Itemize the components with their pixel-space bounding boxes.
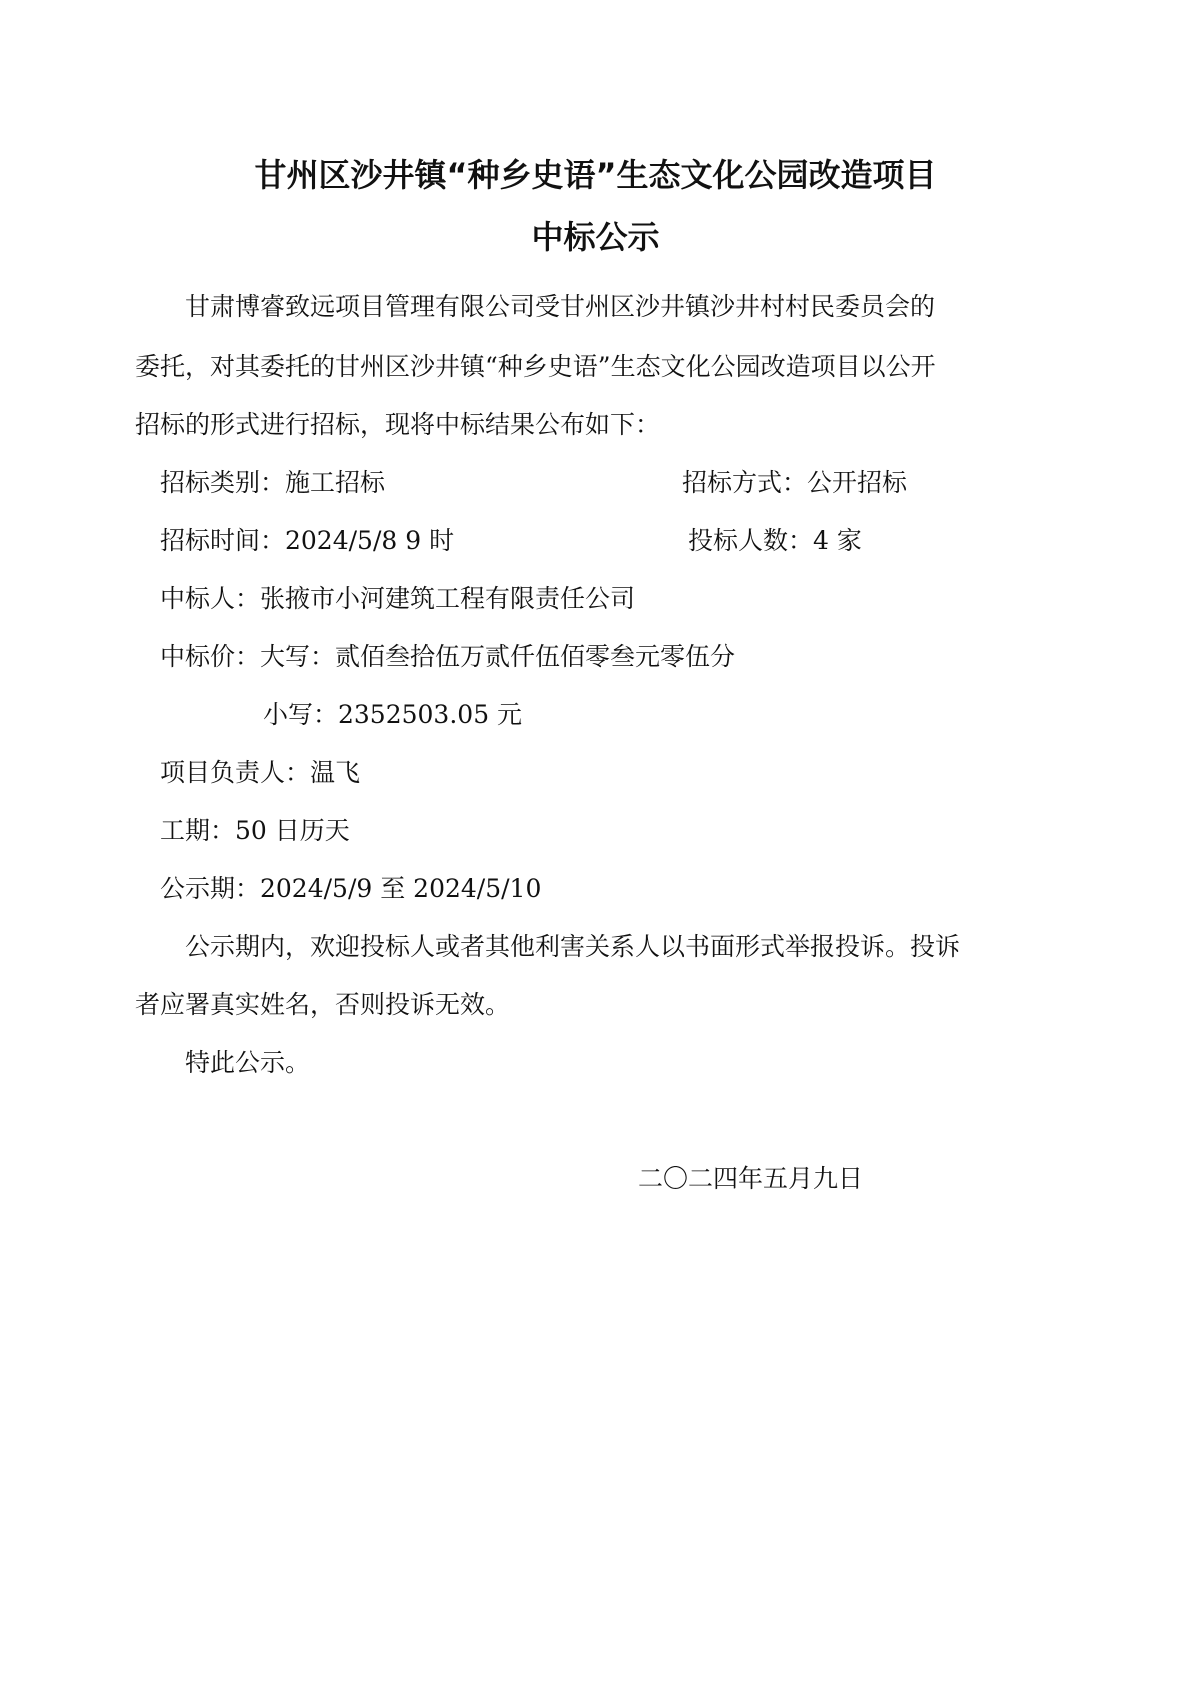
bid-category: 招标类别：施工招标	[160, 468, 386, 497]
construction-duration: 工期：50 日历天	[160, 816, 350, 845]
closing-statement: 特此公示。	[185, 1048, 311, 1077]
bidder-count: 投标人数：4 家	[688, 526, 862, 555]
document-date: 二〇二四年五月九日	[638, 1164, 864, 1193]
intro-line-2: 委托，对其委托的甘州区沙井镇“种乡史语”生态文化公园改造项目以公开	[135, 352, 936, 381]
intro-line-3: 招标的形式进行招标，现将中标结果公布如下：	[135, 410, 661, 439]
bid-time: 招标时间：2024/5/8 9 时	[160, 526, 455, 555]
bid-method: 招标方式：公开招标	[682, 468, 908, 497]
intro-line-1: 甘肃博睿致远项目管理有限公司受甘州区沙井镇沙井村村民委员会的	[185, 292, 936, 321]
document-title: 甘州区沙井镇“种乡史语”生态文化公园改造项目	[254, 156, 937, 194]
complaint-line-1: 公示期内，欢迎投标人或者其他利害关系人以书面形式举报投诉。投诉	[185, 932, 961, 961]
publicity-period: 公示期：2024/5/9 至 2024/5/10	[160, 874, 542, 903]
winning-price-upper: 中标价：大写：贰佰叁拾伍万贰仟伍佰零叁元零伍分	[160, 642, 736, 671]
winning-bidder: 中标人：张掖市小河建筑工程有限责任公司	[160, 584, 636, 613]
winning-price-lower: 小写：2352503.05 元	[263, 700, 523, 729]
document-subtitle: 中标公示	[531, 218, 660, 256]
project-manager: 项目负责人：温飞	[160, 758, 361, 787]
complaint-line-2: 者应署真实姓名，否则投诉无效。	[135, 990, 511, 1019]
